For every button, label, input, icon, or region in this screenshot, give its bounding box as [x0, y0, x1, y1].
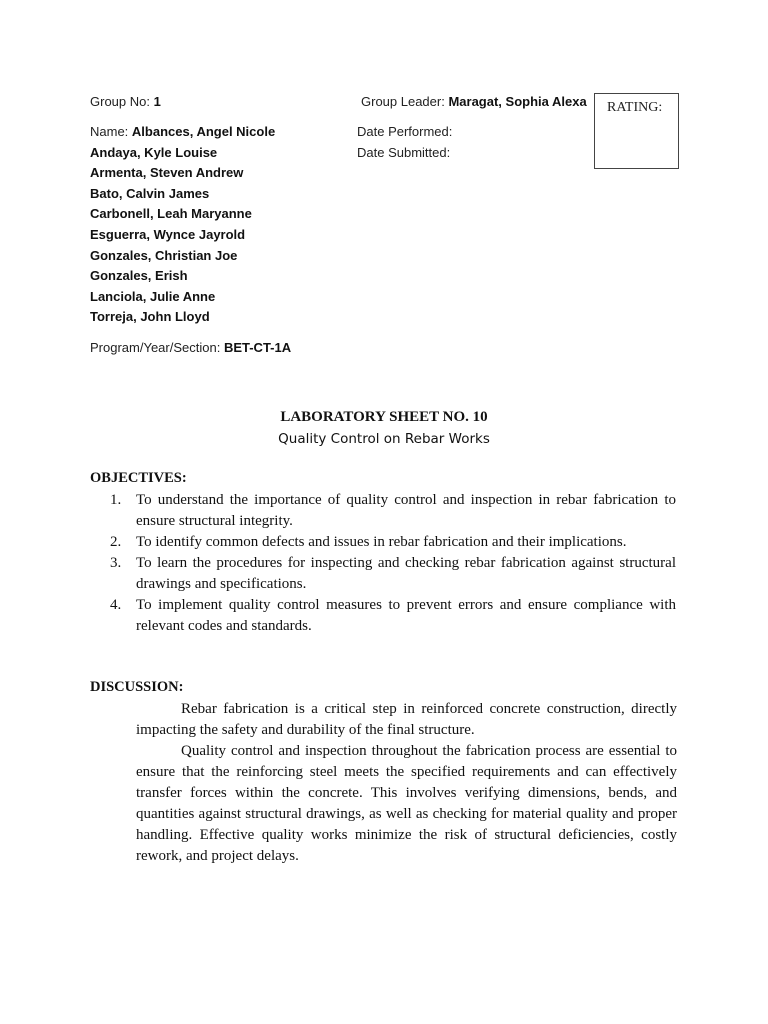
name-label: Name: — [90, 124, 132, 139]
group-number — [90, 92, 161, 112]
member-name: Gonzales, Erish — [90, 268, 188, 284]
discussion-paragraph: Rebar fabrication is a critical step in reinforced concrete construction, directly impacting the safety and durability of the final structure. — [136, 701, 677, 738]
group-leader — [361, 92, 587, 112]
member-name: Bato, Calvin James — [90, 185, 210, 201]
rating-label: RATING: — [607, 100, 663, 115]
member-names — [90, 122, 275, 328]
program-label: Program/Year/Section: — [90, 340, 224, 355]
group-leader-label: Group Leader: — [361, 94, 449, 109]
objective-item: 1. To understand the importance of quality control and inspection in rebar fabrication to ensure structural integrity. — [110, 492, 676, 529]
objective-item: 2. To identify common defects and issues in rebar fabrication and their implications. — [110, 534, 627, 550]
program-value: BET-CT-1A — [223, 340, 292, 355]
objective-item: 4. To implement quality control measures to prevent errors and ensure compliance with relevant codes and standards. — [110, 597, 676, 634]
member-name: Gonzales, Christian Joe — [90, 247, 238, 263]
title-block — [0, 406, 768, 450]
discussion-body — [136, 699, 677, 867]
member-name: Lanciola, Julie Anne — [90, 288, 216, 304]
objectives-list — [90, 490, 676, 637]
date-submitted-label: Date Submitted: — [357, 145, 451, 160]
member-name: Torreja, John Lloyd — [90, 309, 210, 325]
member-name: Carbonell, Leah Maryanne — [90, 206, 252, 222]
objective-item: 3. To learn the procedures for inspecting and checking rebar fabrication against structural drawings and specifications. — [110, 555, 676, 592]
member-name: Armenta, Steven Andrew — [90, 165, 244, 181]
group-leader-value: Maragat, Sophia Alexa — [448, 94, 587, 109]
member-name: Name: Albances, Angel Nicole — [90, 124, 276, 139]
lab-sheet-title: LABORATORY SHEET NO. 10 — [280, 409, 488, 425]
program-year-section — [90, 338, 291, 358]
member-name: Esguerra, Wynce Jayrold — [90, 226, 246, 242]
date-performed-label: Date Performed: — [357, 124, 453, 139]
objectives-heading: OBJECTIVES: — [90, 470, 187, 486]
rating-box — [594, 93, 679, 169]
lab-sheet-subtitle: Quality Control on Rebar Works — [278, 431, 490, 447]
discussion-paragraph: Quality control and inspection throughout the fabrication process are essential to ensure that the reinforcing steel meets the specified requirements and can effectively transfer forces within the concrete. This involves verifying dimensions, bends, and quantities against structural drawings, as well as checking for material quality and proper handling. Effective quality works minimize the risk of structural deficiencies, costly rework, and project delays. — [136, 743, 677, 864]
member-name: Andaya, Kyle Louise — [90, 144, 218, 160]
discussion-heading: DISCUSSION: — [90, 679, 184, 695]
group-number-value: 1 — [153, 94, 161, 109]
group-number-label: Group No: — [90, 94, 154, 109]
